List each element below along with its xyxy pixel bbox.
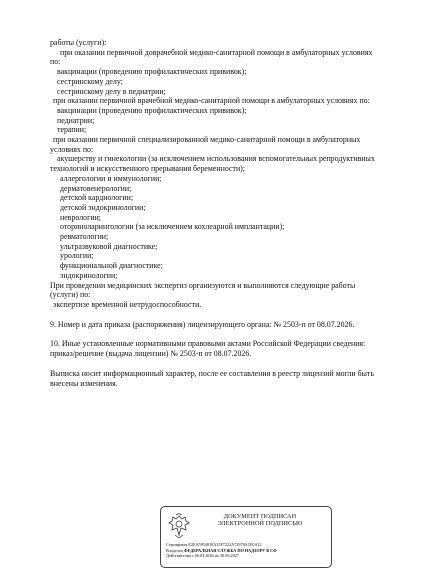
signature-details (166, 542, 332, 559)
signature-title (195, 513, 325, 527)
text-line: вакцинации (проведению профилактических прививок); (57, 67, 247, 77)
owner-value: ФЕДЕРАЛЬНАЯ СЛУЖБА ПО НАДЗОРУ В СФ (183, 547, 277, 553)
text-line: детской эндокринологии; (60, 202, 146, 212)
text-line: при оказании первичной врачебной медико-санитарной помощи в амбулаторных условиях по: (53, 96, 370, 106)
text-line: по: (50, 57, 61, 67)
text-line: при оказании первичной специализированной медико-санитарной помощи в амбулаторных (53, 135, 361, 145)
signature-validity: Действителен с 06.04.2026 по 30.06.2027 (166, 553, 239, 559)
text-line: урологии; (60, 251, 94, 261)
text-line: 10. Иные установленные нормативными правовыми актами Российской Федерации сведения: (50, 339, 366, 349)
certificate-value: E2EA5954818A35F7222A72978A1E0A12 (188, 542, 262, 547)
signature-title-line2: ЭЛЕКТРОННОЙ ПОДПИСЬЮ (217, 520, 303, 528)
text-line: оториноларингологии (за исключением кохлеарной имплантации); (60, 222, 285, 232)
text-line: технологий и искусственного прерывания беременности); (50, 164, 245, 174)
text-line: дерматовенерологии; (60, 183, 132, 193)
text-line: приказ/решение (выдача лицензии) № 2503-п от 08.07.2026. (50, 349, 252, 359)
text-line: сестринскому делу; (57, 76, 123, 86)
text-line: внесены изменения. (50, 378, 118, 388)
text-line: неврологии; (60, 212, 101, 222)
text-line: педиатрии; (57, 115, 95, 125)
text-line: (услуги) по: (50, 290, 91, 300)
text-line: экспертизе временной нетрудоспособности. (53, 299, 202, 309)
text-line: аллергологии и иммунологии; (60, 173, 162, 183)
text-line: при оказании первичной доврачебной медико-санитарной помощи в амбулаторных условиях (60, 47, 373, 57)
text-line: При проведении медицинских экспертиз организуются и выполняются следующие работы (50, 280, 356, 290)
owner-label: Владелец (166, 547, 183, 553)
text-line: работы (услуги): (50, 38, 107, 47)
certificate-label: Сертификат (166, 542, 188, 547)
text-line: ревматологии; (60, 232, 109, 242)
text-line: сестринскому делу в педиатрии; (57, 86, 166, 96)
text-line: 9. Номер и дата приказа (распоряжения) лицензирующего органа: № 2503-п от 08.07.2026. (50, 319, 355, 329)
text-line: ультразвуковой диагностике; (60, 241, 158, 251)
signature-title-line1: ДОКУМЕНТ ПОДПИСАН (223, 513, 297, 520)
blank-line (50, 359, 406, 369)
blank-line (50, 310, 406, 320)
text-line: вакцинации (проведению профилактических прививок); (57, 105, 247, 115)
electronic-signature-stamp (160, 506, 332, 568)
document-body (50, 38, 406, 388)
text-line: детской кардиологии; (60, 193, 134, 203)
text-line: функциональной диагностике; (60, 261, 163, 271)
text-line: Выписка носит информационный характер, после ее составления в реестр лицензий могли быть (50, 368, 374, 378)
blank-line (50, 329, 406, 339)
coat-of-arms-emblem (167, 513, 191, 539)
text-line: эндокринологии; (60, 270, 118, 280)
text-line: терапии; (57, 125, 87, 135)
text-line: акушерству и гинекологии (за исключением использования вспомогательных репродуктивных (57, 154, 375, 164)
text-line: условиях по: (50, 144, 94, 154)
